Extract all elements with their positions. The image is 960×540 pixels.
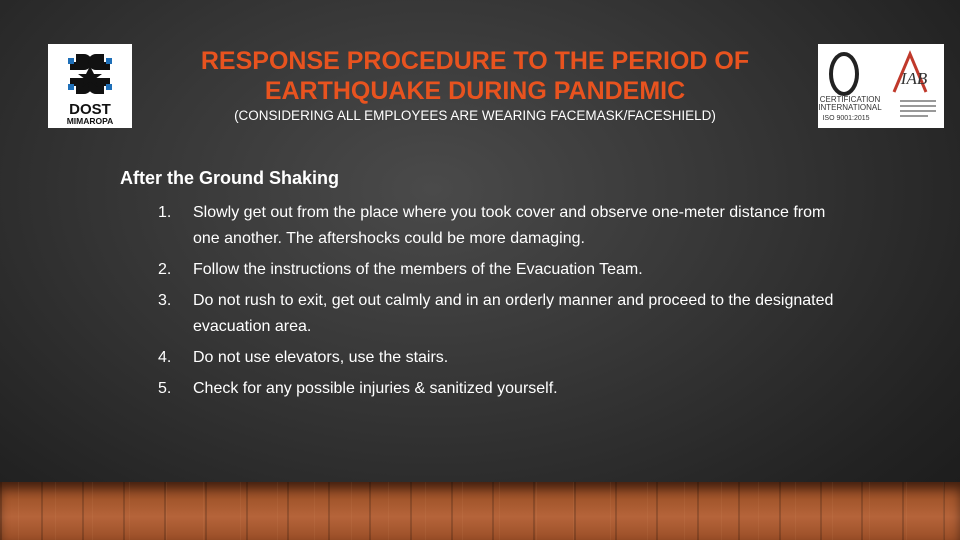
- step-text: Follow the instructions of the members of the Evacuation Team.: [193, 261, 643, 278]
- step-text: Slowly get out from the place where you took cover and observe one-meter distance from one another. The aftershocks could be more damaging.: [193, 204, 826, 247]
- dost-logo-line1: DOST: [69, 101, 111, 118]
- section-heading: After the Ground Shaking: [120, 168, 340, 188]
- dost-logo: [48, 44, 132, 128]
- step-number: 3.: [158, 292, 172, 309]
- list-item: [158, 376, 838, 402]
- step-text: Check for any possible injuries & sanitized yourself.: [193, 380, 558, 397]
- list-item: [158, 200, 838, 252]
- step-number: 2.: [158, 261, 172, 278]
- list-item: [158, 288, 838, 340]
- step-text: Do not use elevators, use the stairs.: [193, 349, 449, 366]
- step-text: Do not rush to exit, get out calmly and in an orderly manner and proceed to the designated evacuation area.: [193, 292, 834, 335]
- list-item: [158, 345, 838, 371]
- list-item: [158, 257, 838, 283]
- step-number: 5.: [158, 380, 172, 397]
- wooden-floor: [0, 482, 960, 540]
- step-number: 1.: [158, 204, 172, 221]
- dost-logo-line2: MIMAROPA: [66, 116, 114, 126]
- step-number: 4.: [158, 349, 172, 366]
- cert-line1: CERTIFICATION: [819, 95, 881, 104]
- steps-list: [158, 200, 838, 407]
- page-title: RESPONSE PROCEDURE TO THE PERIOD OF EARTHQUAKE DURING PANDEMIC: [200, 47, 750, 105]
- page-subtitle: (CONSIDERING ALL EMPLOYEES ARE WEARING FACEMASK/FACESHIELD): [234, 108, 716, 123]
- iab-mark: IAB: [900, 69, 928, 88]
- iso-label: ISO 9001:2015: [822, 115, 870, 122]
- cert-line2: INTERNATIONAL: [818, 103, 882, 112]
- certification-logo: [818, 44, 944, 128]
